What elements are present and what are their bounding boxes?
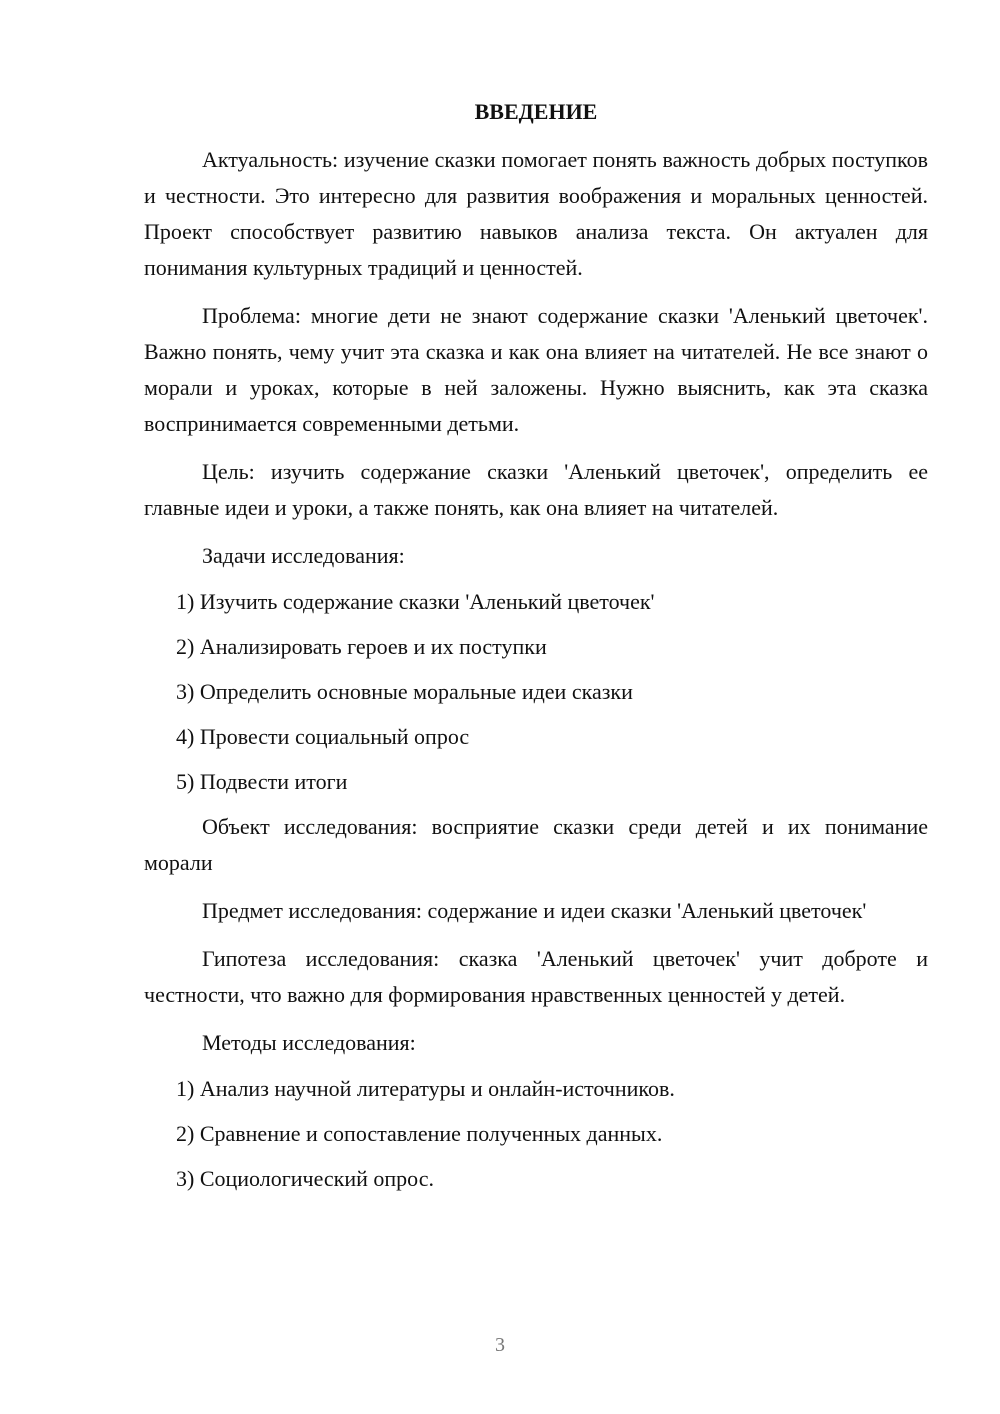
task-item: 2) Анализировать героев и их поступки: [176, 634, 547, 659]
tasks-heading: Задачи исследования:: [202, 543, 405, 568]
page-title: ВВЕДЕНИЕ: [474, 99, 598, 124]
method-item: 3) Социологический опрос.: [176, 1166, 434, 1191]
task-item: 5) Подвести итоги: [176, 769, 348, 794]
task-item: 4) Провести социальный опрос: [176, 724, 470, 749]
page-content: [144, 94, 928, 1206]
problem-paragraph: Проблема: многие дети не знают содержание сказки 'Аленький цветочек'. Важно понять, чему учит эта сказка и как она влияет на читателей. Не все знают о морали и уроках, которые в ней заложены. Нужно выяснить, как эта сказка воспринимается современными детьми.: [144, 303, 928, 436]
object-paragraph: Объект исследования: восприятие сказки среди детей и их понимание морали: [144, 814, 928, 875]
task-item: 3) Определить основные моральные идеи сказки: [176, 679, 633, 704]
page-number: 3: [495, 1334, 505, 1356]
method-item: 1) Анализ научной литературы и онлайн-источников.: [176, 1076, 675, 1101]
task-item: 1) Изучить содержание сказки 'Аленький цветочек': [176, 589, 655, 614]
goal-paragraph: Цель: изучить содержание сказки 'Аленький цветочек', определить ее главные идеи и уроки, а также понять, как она влияет на читателей.: [144, 459, 928, 520]
subject-paragraph: Предмет исследования: содержание и идеи сказки 'Аленький цветочек': [202, 898, 867, 923]
method-item: 2) Сравнение и сопоставление полученных данных.: [176, 1121, 663, 1146]
relevance-paragraph: Актуальность: изучение сказки помогает понять важность добрых поступков и честности. Это интересно для развития воображения и моральных ценностей. Проект способствует развитию навыков анализа текста. Он актуален для понимания культурных традиций и ценностей.: [144, 147, 928, 280]
methods-heading: Методы исследования:: [202, 1030, 416, 1055]
hypothesis-paragraph: Гипотеза исследования: сказка 'Аленький цветочек' учит доброте и честности, что важно для формирования нравственных ценностей у детей.: [144, 946, 928, 1007]
